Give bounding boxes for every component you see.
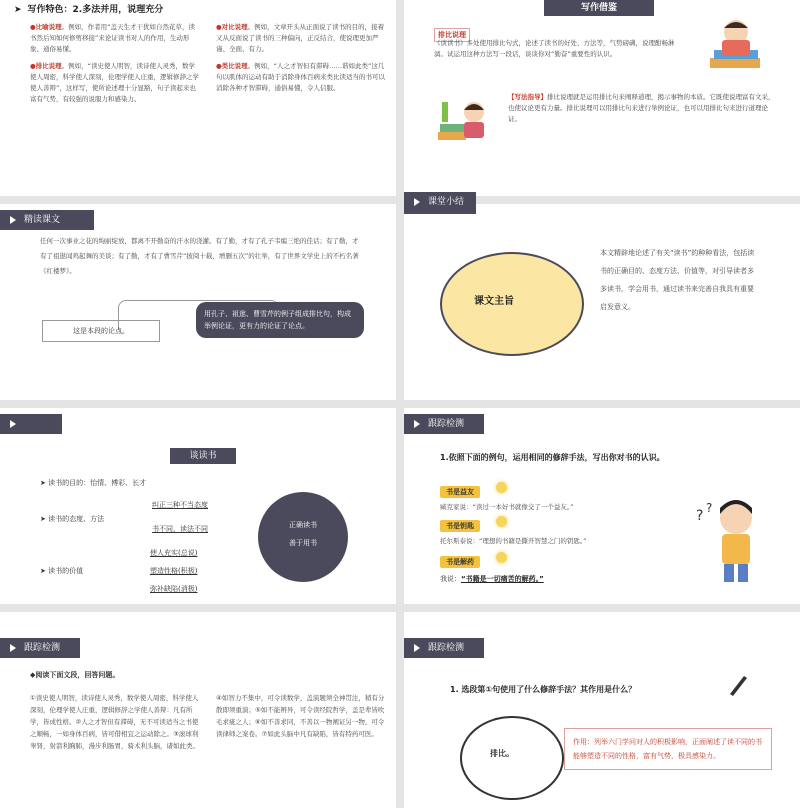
section-tag: 精读课文 [0, 210, 94, 230]
row-method-a: 纠正三种不当态度 [152, 501, 208, 509]
row-value-a: 使人充实(总说) [150, 549, 198, 557]
arrow-icon [414, 420, 420, 428]
bubble-text: 排比。 [490, 749, 514, 758]
slide-summary[interactable] [404, 204, 800, 400]
passage-left: ①读史使人明智，读诗使人灵秀，数学使人周密，科学使人深刻，伦理学使人庄重，逻辑修辞之学使人善辩：凡有所学，皆成性格。②人之才智但有滞碍，无不可读适当之书使之顺畅，一如身体百病，皆可借相宜之运动除之。③滚球利睾肾，射箭利胸肺，漫步利肠胃，骑术利头脑，诸如此类。 [30, 694, 199, 750]
section-tag: 跟踪检测 [404, 638, 484, 658]
row-method: ➤ 读书的态度、方法 [40, 515, 105, 523]
question-text: 1. 选段第①句使用了什么修辞手法？其作用是什么？ [450, 685, 637, 694]
slide-writing-reference[interactable] [404, 0, 800, 196]
svg-text:?: ? [706, 501, 713, 515]
row-value-b: 塑造性格(积极) [150, 567, 198, 575]
reading-boy-illustration [700, 14, 770, 84]
slide-title: 写作借鉴 [544, 0, 654, 16]
lightbulb-icon [496, 552, 507, 563]
slide-mindmap[interactable] [0, 408, 396, 604]
slide-header [14, 2, 163, 15]
tag-parallel: 排比说理 [434, 22, 470, 42]
section-tag: 跟踪检测 [0, 638, 80, 658]
question-text: 1.依照下面的例句，运用相同的修辞手法，写出你对书的认识。 [440, 453, 665, 462]
header-text: 写作特色：2.多法并用，说理充分 [27, 5, 164, 15]
guide-text: 【写法指导】排比说理就是运用排比句来阐释道理，揭示事物的本质。它既使说理富有文采，也使议论更有力量。排比说理可以用排比句来进行举例论证，也可以用排比句来进行道理论证。 [508, 93, 775, 123]
thinking-boy-illustration [696, 494, 766, 590]
right-column [216, 22, 386, 100]
my-answer: 我说：“书籍是一切痛苦的解药。” [440, 575, 544, 583]
core-circle [258, 492, 348, 582]
item-parallelism: ●排比说理。例如，“读史使人明智，读诗使人灵秀，数学使人周密，科学使人深刻，伦理学使人庄重，逻辑修辞之学使人善辩”，这样写，使所论述理十分显豁，句子读起来也富有气势，有较强的说服力和感染力。 [30, 62, 199, 103]
summary-tag: 课堂小结 [404, 192, 476, 212]
comment-box: 用孔子、祖逖、曹雪芹的例子组成排比句，构成举例论证，更有力的论证了论点。 [196, 302, 364, 338]
thesis-note: 这是本段的论点。 [42, 320, 160, 342]
row-method-b: 书不同，读法不同 [152, 525, 208, 533]
label-friend: 书是益友 [440, 486, 480, 498]
answer-text: 作用：列举六门学问对人的积极影响，正面阐述了读不同的书能够塑造不同的性格，富有气势，极具感染力。 [564, 728, 772, 770]
arrow-icon [414, 644, 420, 652]
lightbulb-icon [496, 482, 507, 493]
item-contrast: ●对比说理。例如，文章开头从正面说了读书的目的，接着又从反面说了读书的三种偏向，正反结合，使说理更加严谨、全面、有力。 [216, 23, 385, 53]
row-value: ➤ 读书的价值 [40, 567, 84, 575]
circle-line-2: 善于用书 [289, 539, 317, 547]
mindmap-title: 谈读书 [170, 448, 236, 464]
arrow-icon [10, 644, 16, 652]
slide-practice-1[interactable] [404, 408, 800, 604]
prompt-text: 《谈读书》多处使用排比句式，论述了读书的好处、方法等，气势磅礴，说理酣畅淋漓。试运用这种方法写一段话，谈谈你对“勤奋”重要性的认识。 [434, 39, 675, 58]
label-key: 书是钥匙 [440, 520, 480, 532]
item-metaphor: ●比喻说理。例如，作者用“盖天生才干犹如自然花草，读书然后知如何修剪移接”来论证读书对人的作用，生动形象、通俗易懂。 [30, 23, 196, 53]
label-cure: 书是解药 [440, 556, 480, 568]
row-value-c: 弥补缺陷(消极) [150, 585, 198, 593]
circle-line-1: 正确读书 [289, 521, 317, 529]
pen-icon [728, 672, 748, 696]
reading-girl-illustration [434, 92, 494, 152]
slide-practice-2[interactable] [0, 612, 396, 808]
svg-text:?: ? [696, 508, 704, 524]
arrow-icon [10, 420, 16, 428]
quote-friend: 臧克家说：“读过一本好书就像交了一个益友。” [440, 503, 574, 511]
slide-practice-3[interactable] [404, 612, 800, 808]
chevron-right-icon: ➤ [14, 5, 22, 15]
intro-text: ◆阅读下面文段，回答问题。 [30, 671, 120, 679]
lightbulb-icon [496, 516, 507, 527]
passage-text: 任何一次事业之花的绚丽绽放，都离不开勤奋的汗水的浇灌。有了勤，才有了孔子韦编三绝的佳话；有了勤，才有了祖逖闻鸡起舞的美谈；有了勤，才有了曹雪芹“披阅十载，增删五次”的壮举，有了世界文学史上的不朽名著《红楼梦》。 [40, 237, 359, 275]
row-purpose: ➤ 读书的目的：怡情、傅彩、长才 [40, 479, 147, 487]
arrow-icon [414, 198, 420, 206]
left-column [30, 22, 200, 111]
item-analogy: ●类比说理。例如，“人之才智但有滞碍……谐如此类”这几句以肌体的运动有助于消除身体百病来类比读适当的书可以消除各种才智滞碍，通俗易懂，令人信服。 [216, 62, 385, 92]
section-tag [0, 414, 62, 434]
summary-text: 本文精辟地论述了有关“读书”的种种看法，包括读书的正确目的、态度方法、价值等，对引导读者多多读书，学会用书，通过读书来完善自我具有重要启发意义。 [600, 249, 755, 311]
section-tag: 跟踪检测 [404, 414, 484, 434]
passage-right: ④如智力不集中，可令读数学，盖演题须全神贯注，稍有分散即须重演；⑤如不能辨异，可令读经院哲学，盖是辈皆吹毛求疵之人；⑥如不善求同，不善以一物阐证另一物，可令读律师之案卷。⑦如此头脑中凡有缺陷，皆有特药可医。 [216, 694, 385, 738]
slide-writing-features[interactable] [0, 0, 396, 196]
quote-key: 托尔斯泰说：“理想的书籍是撕开智慧之门的钥匙。” [440, 537, 587, 545]
arrow-icon [10, 216, 16, 224]
cloud-label: 课文主旨 [474, 296, 514, 307]
slide-close-reading[interactable] [0, 204, 396, 400]
